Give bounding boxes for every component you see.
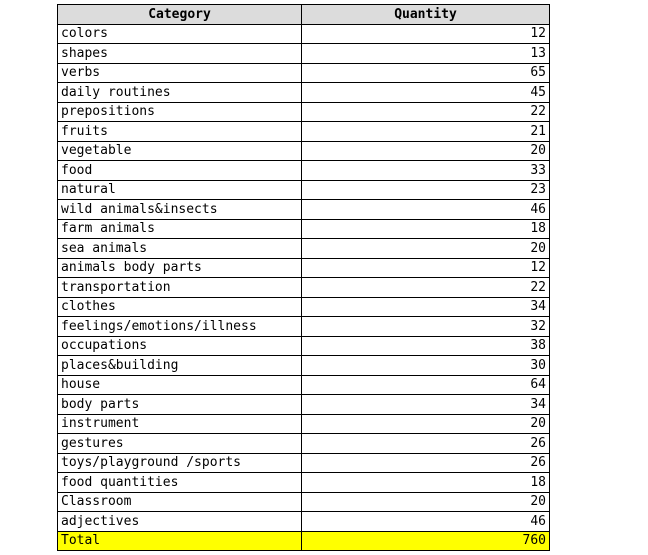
quantity-cell[interactable]: 65: [302, 63, 550, 83]
category-cell[interactable]: feelings/emotions/illness: [58, 317, 302, 337]
category-cell[interactable]: farm animals: [58, 219, 302, 239]
table-row: [58, 512, 550, 532]
table-row: [58, 453, 550, 473]
quantity-cell[interactable]: 26: [302, 453, 550, 473]
table-row: [58, 414, 550, 434]
table-row: [58, 258, 550, 278]
table-row: [58, 278, 550, 298]
category-cell[interactable]: toys/playground /sports: [58, 453, 302, 473]
category-cell[interactable]: places&building: [58, 356, 302, 376]
total-quantity-cell[interactable]: 760: [302, 531, 550, 551]
quantity-cell[interactable]: 34: [302, 395, 550, 415]
category-cell[interactable]: colors: [58, 24, 302, 44]
category-cell[interactable]: verbs: [58, 63, 302, 83]
category-cell[interactable]: sea animals: [58, 239, 302, 259]
category-cell[interactable]: natural: [58, 180, 302, 200]
quantity-cell[interactable]: 20: [302, 141, 550, 161]
quantity-cell[interactable]: 20: [302, 414, 550, 434]
quantity-cell[interactable]: 33: [302, 161, 550, 181]
category-cell[interactable]: gestures: [58, 434, 302, 454]
category-cell[interactable]: vegetable: [58, 141, 302, 161]
quantity-cell[interactable]: 12: [302, 24, 550, 44]
category-cell[interactable]: house: [58, 375, 302, 395]
table-row: [58, 473, 550, 493]
quantity-column-header[interactable]: Quantity: [302, 5, 550, 25]
quantity-cell[interactable]: 45: [302, 83, 550, 103]
category-cell[interactable]: wild animals&insects: [58, 200, 302, 220]
table-row: [58, 83, 550, 103]
category-cell[interactable]: occupations: [58, 336, 302, 356]
table-row: [58, 492, 550, 512]
category-cell[interactable]: transportation: [58, 278, 302, 298]
table-body: [58, 24, 550, 531]
category-cell[interactable]: Classroom: [58, 492, 302, 512]
quantity-cell[interactable]: 22: [302, 278, 550, 298]
category-cell[interactable]: shapes: [58, 44, 302, 64]
table-row: [58, 239, 550, 259]
quantity-cell[interactable]: 12: [302, 258, 550, 278]
table-row: [58, 297, 550, 317]
quantity-cell[interactable]: 22: [302, 102, 550, 122]
quantity-cell[interactable]: 18: [302, 473, 550, 493]
category-cell[interactable]: instrument: [58, 414, 302, 434]
table-row: [58, 141, 550, 161]
header-row: [58, 5, 550, 25]
category-cell[interactable]: prepositions: [58, 102, 302, 122]
table-row: [58, 317, 550, 337]
total-label-cell[interactable]: Total: [58, 531, 302, 551]
table-row: [58, 161, 550, 181]
category-cell[interactable]: animals body parts: [58, 258, 302, 278]
table-row: [58, 63, 550, 83]
table-row: [58, 102, 550, 122]
table-row: [58, 200, 550, 220]
category-cell[interactable]: adjectives: [58, 512, 302, 532]
quantity-cell[interactable]: 46: [302, 200, 550, 220]
category-cell[interactable]: body parts: [58, 395, 302, 415]
category-cell[interactable]: daily routines: [58, 83, 302, 103]
table-row: [58, 336, 550, 356]
quantity-cell[interactable]: 38: [302, 336, 550, 356]
category-column-header[interactable]: Category: [58, 5, 302, 25]
category-cell[interactable]: food quantities: [58, 473, 302, 493]
table-row: [58, 44, 550, 64]
category-quantity-table: [57, 4, 550, 551]
quantity-cell[interactable]: 20: [302, 239, 550, 259]
table-row: [58, 375, 550, 395]
table-row: [58, 434, 550, 454]
table-row: [58, 122, 550, 142]
quantity-cell[interactable]: 34: [302, 297, 550, 317]
quantity-cell[interactable]: 26: [302, 434, 550, 454]
quantity-cell[interactable]: 23: [302, 180, 550, 200]
table-row: [58, 219, 550, 239]
table-row: [58, 180, 550, 200]
quantity-cell[interactable]: 18: [302, 219, 550, 239]
quantity-cell[interactable]: 46: [302, 512, 550, 532]
quantity-cell[interactable]: 32: [302, 317, 550, 337]
quantity-cell[interactable]: 21: [302, 122, 550, 142]
table-row: [58, 24, 550, 44]
table-row: [58, 395, 550, 415]
quantity-cell[interactable]: 13: [302, 44, 550, 64]
total-row: [58, 531, 550, 551]
category-cell[interactable]: clothes: [58, 297, 302, 317]
quantity-cell[interactable]: 64: [302, 375, 550, 395]
quantity-cell[interactable]: 20: [302, 492, 550, 512]
quantity-cell[interactable]: 30: [302, 356, 550, 376]
table-row: [58, 356, 550, 376]
category-cell[interactable]: fruits: [58, 122, 302, 142]
category-cell[interactable]: food: [58, 161, 302, 181]
